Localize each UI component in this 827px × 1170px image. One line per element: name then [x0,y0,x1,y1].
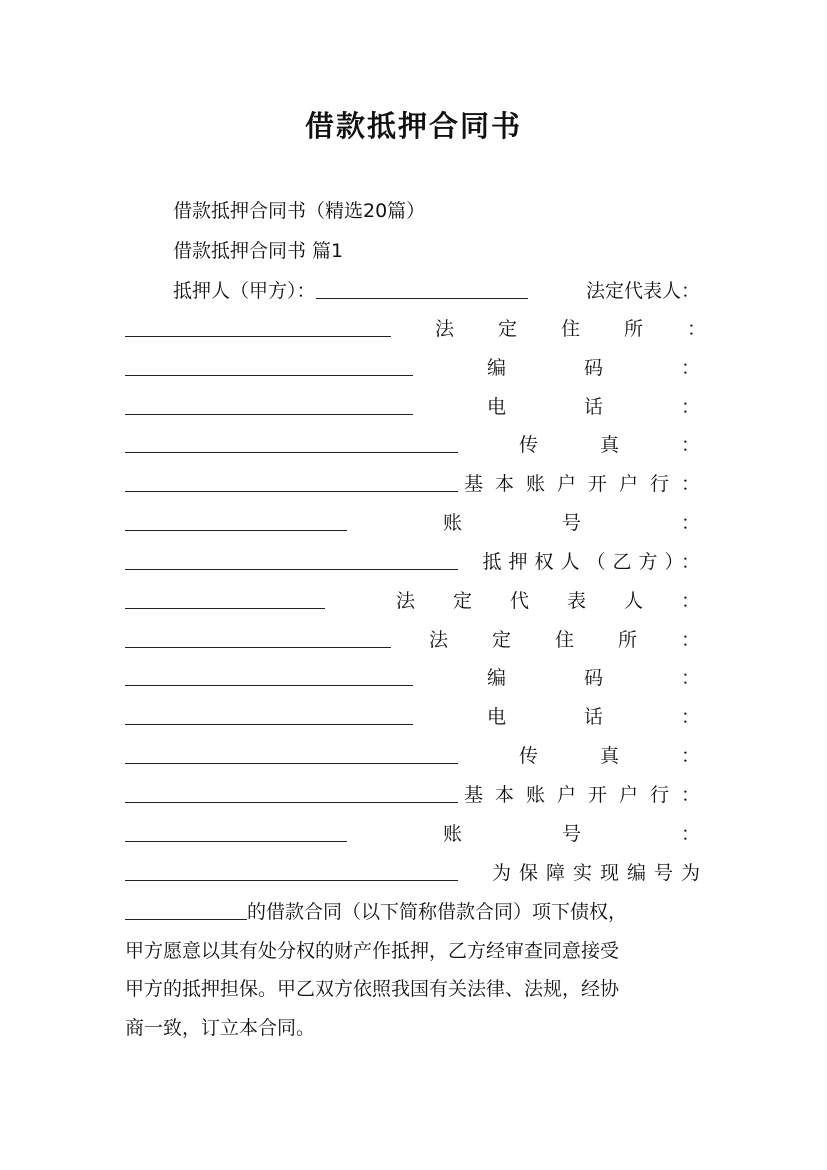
b-bank-blank[interactable] [125,782,458,803]
subtitle-line [173,190,700,228]
b-postcode-label: 编码： [486,666,778,689]
b-bank-label: 基本账户开户行： [463,783,712,806]
chapter-line [173,230,700,268]
a-phone-label: 电话： [486,395,778,418]
b-fax-row [125,735,762,773]
a-postcode-label: 编码： [486,356,778,379]
a-bank-blank[interactable] [125,471,458,492]
mortgagee-label: 抵押权人（乙方）： [482,550,707,573]
secure-label: 为保障实现编号为 [491,861,708,884]
b-legal-rep-label: 法定代表人： [395,589,738,612]
a-account-blank[interactable] [125,510,347,531]
mortgagee-row [125,541,707,579]
b-account-blank[interactable] [125,821,347,842]
contract-number-blank[interactable] [125,899,247,920]
b-fax-blank[interactable] [125,743,458,764]
secure-blank[interactable] [125,860,458,881]
a-account-label: 账号： [442,511,800,534]
b-legal-addr-label: 法定住所： [428,628,744,651]
mortgagor-line [173,270,700,308]
b-legal-addr-row [125,619,744,657]
paragraph-line-4 [125,1007,700,1045]
paragraph-text-3: 甲方的抵押担保。甲乙双方依照我国有关法律、法规，经协 [125,977,620,1000]
subtitle: 借款抵押合同书（精选20篇） [173,199,426,222]
paragraph-line-1 [125,891,700,929]
b-legal-addr-blank[interactable] [125,627,391,648]
mortgagor-label: 抵押人（甲方）： [173,279,316,302]
a-bank-label: 基本账户开户行： [463,472,712,495]
a-fax-blank[interactable] [125,432,458,453]
b-account-row [125,813,800,851]
paragraph-line-3 [125,968,700,1006]
a-phone-blank[interactable] [125,394,413,415]
paragraph-line-2 [125,930,700,968]
b-legal-rep-row [125,580,738,618]
secure-row [125,852,708,890]
b-fax-label: 传真： [518,744,762,767]
a-legal-addr-label: 法定住所： [435,317,751,340]
document-title: 借款抵押合同书 [304,109,522,143]
b-phone-blank[interactable] [125,704,413,725]
chapter-heading: 借款抵押合同书 篇1 [173,239,344,262]
a-bank-row [125,463,712,501]
b-bank-row [125,774,712,812]
b-postcode-blank[interactable] [125,665,413,686]
a-fax-row [125,424,762,462]
a-legal-rep-row [125,308,751,346]
b-legal-rep-blank[interactable] [125,588,325,609]
b-postcode-row [125,657,778,695]
legal-rep-label: 法定代表人： [585,279,700,302]
a-postcode-blank[interactable] [125,355,413,376]
a-fax-label: 传真： [518,433,762,456]
b-phone-label: 电话： [486,705,778,728]
a-phone-row [125,386,778,424]
b-account-label: 账号： [442,822,800,845]
mortgagor-blank[interactable] [316,278,528,299]
a-legal-rep-blank[interactable] [125,316,391,337]
a-account-row [125,502,800,540]
paragraph-text-1: 的借款合同（以下简称借款合同）项下债权， [247,900,628,923]
a-postcode-row [125,347,778,385]
paragraph-text-2: 甲方愿意以其有处分权的财产作抵押，乙方经审查同意接受 [125,939,620,962]
mortgagee-blank[interactable] [125,549,458,570]
b-phone-row [125,696,778,734]
paragraph-text-4: 商一致，订立本合同。 [125,1016,316,1039]
